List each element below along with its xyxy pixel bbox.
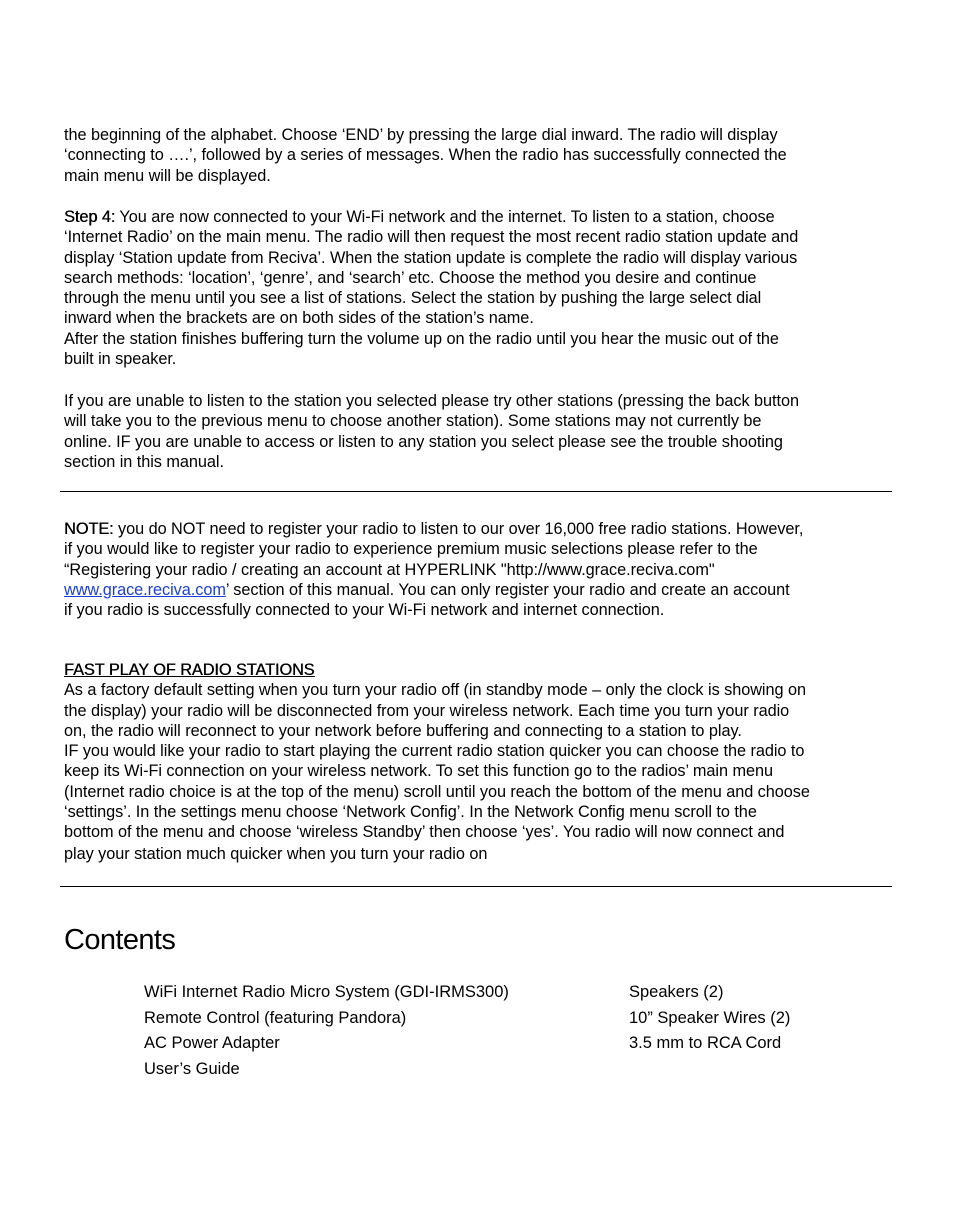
step4-first-line-text: You are now connected to your Wi-Fi network and the internet. To listen to a station, choose xyxy=(115,208,775,226)
contents-item: Remote Control (featuring Pandora) xyxy=(144,1008,407,1027)
fast-play-line: the display) your radio will be disconnected from your wireless network. Each time you turn your radio xyxy=(64,701,790,720)
note-line-rest: ’ section of this manual. You can only register your radio and create an account xyxy=(225,580,790,599)
step4-line: built in speaker. xyxy=(64,350,177,369)
note-line: “Registering your radio / creating an account at HYPERLINK "http://www.grace.reciva.com" xyxy=(64,560,715,579)
unable-line: If you are unable to listen to the station you selected please try other stations (pressing the back button xyxy=(64,392,799,410)
fast-play-line: on, the radio will reconnect to your network before buffering and connecting to a station to play. xyxy=(64,721,742,740)
contents-list xyxy=(144,980,844,1082)
step4-first-line xyxy=(64,207,894,227)
fast-play-line: ‘settings’. In the settings menu choose ‘Network Config’. In the Network Config menu scroll to the xyxy=(64,803,757,822)
fast-play-line: play your station much quicker when you turn your radio on xyxy=(64,844,488,863)
fast-play-line: bottom of the menu and choose ‘wireless Standby’ then choose ‘yes’. You radio will now connect and xyxy=(64,823,785,842)
fast-play-line: keep its Wi-Fi connection on your wireless network. To set this function go to the radios’ main menu xyxy=(64,762,773,781)
contents-row xyxy=(144,1057,844,1083)
contents-row xyxy=(144,1031,844,1057)
fast-play-heading: FAST PLAY OF RADIO STATIONS xyxy=(64,661,315,679)
step4-section xyxy=(64,207,894,369)
grace-reciva-link[interactable]: www.grace.reciva.com xyxy=(64,580,226,599)
contents-row xyxy=(144,980,844,1006)
contents-item: 3.5 mm to RCA Cord xyxy=(629,1034,782,1052)
contents-item: User’s Guide xyxy=(144,1059,240,1078)
unable-line: online. IF you are unable to access or listen to any station you select please see the trouble shooting xyxy=(64,432,783,451)
unable-paragraph xyxy=(64,391,894,472)
step4-line: ‘Internet Radio’ on the main menu. The radio will then request the most recent radio station update and xyxy=(64,228,799,247)
note-first-line xyxy=(64,519,894,539)
step4-line: through the menu until you see a list of stations. Select the station by pushing the large select dial xyxy=(64,289,762,308)
fast-play-line: (Internet radio choice is at the top of the menu) scroll until you reach the bottom of the menu and choose xyxy=(64,782,810,801)
note-line: if you radio is successfully connected to your Wi-Fi network and internet connection. xyxy=(64,601,665,620)
step4-line: After the station finishes buffering turn the volume up on the radio until you hear the music out of the xyxy=(64,329,779,348)
step4-label: Step 4: xyxy=(64,208,116,226)
fast-play-line: As a factory default setting when you turn your radio off (in standby mode – only the clock is showing on xyxy=(64,681,806,700)
step4-line: search methods: ‘location’, ‘genre’, and ‘search’ etc. Choose the method you desire and continue xyxy=(64,268,757,287)
note-line: if you would like to register your radio to experience premium music selections please refer to the xyxy=(64,540,758,559)
intro-line: ‘connecting to ….’, followed by a series of messages. When the radio has successfully connected the xyxy=(64,146,787,165)
contents-item: 10” Speaker Wires (2) xyxy=(629,1008,791,1027)
step4-line: display ‘Station update from Reciva’. When the station update is complete the radio will display various xyxy=(64,248,798,267)
note-label: NOTE: xyxy=(64,520,114,538)
step4-line: inward when the brackets are on both sides of the station’s name. xyxy=(64,309,534,328)
fast-play-section xyxy=(64,660,894,864)
note-link-line xyxy=(64,580,894,600)
fast-play-line: IF you would like your radio to start playing the current radio station quicker you can choose the radio to xyxy=(64,742,805,761)
contents-item: WiFi Internet Radio Micro System (GDI-IRMS300) xyxy=(144,983,509,1001)
horizontal-rule xyxy=(60,491,892,492)
horizontal-rule xyxy=(60,886,892,887)
contents-row xyxy=(144,1006,844,1032)
unable-line: section in this manual. xyxy=(64,452,224,471)
intro-line: main menu will be displayed. xyxy=(64,166,271,185)
note-section xyxy=(64,519,894,620)
contents-item: Speakers (2) xyxy=(629,983,724,1001)
intro-paragraph xyxy=(64,125,894,186)
contents-title: Contents xyxy=(64,924,176,956)
contents-item: AC Power Adapter xyxy=(144,1034,280,1052)
unable-line: will take you to the previous menu to choose another station). Some stations may not currently be xyxy=(64,412,762,431)
intro-line: the beginning of the alphabet. Choose ‘END’ by pressing the large dial inward. The radio will display xyxy=(64,126,778,144)
note-first-line-text: you do NOT need to register your radio to listen to our over 16,000 free radio stations. However, xyxy=(113,520,804,538)
